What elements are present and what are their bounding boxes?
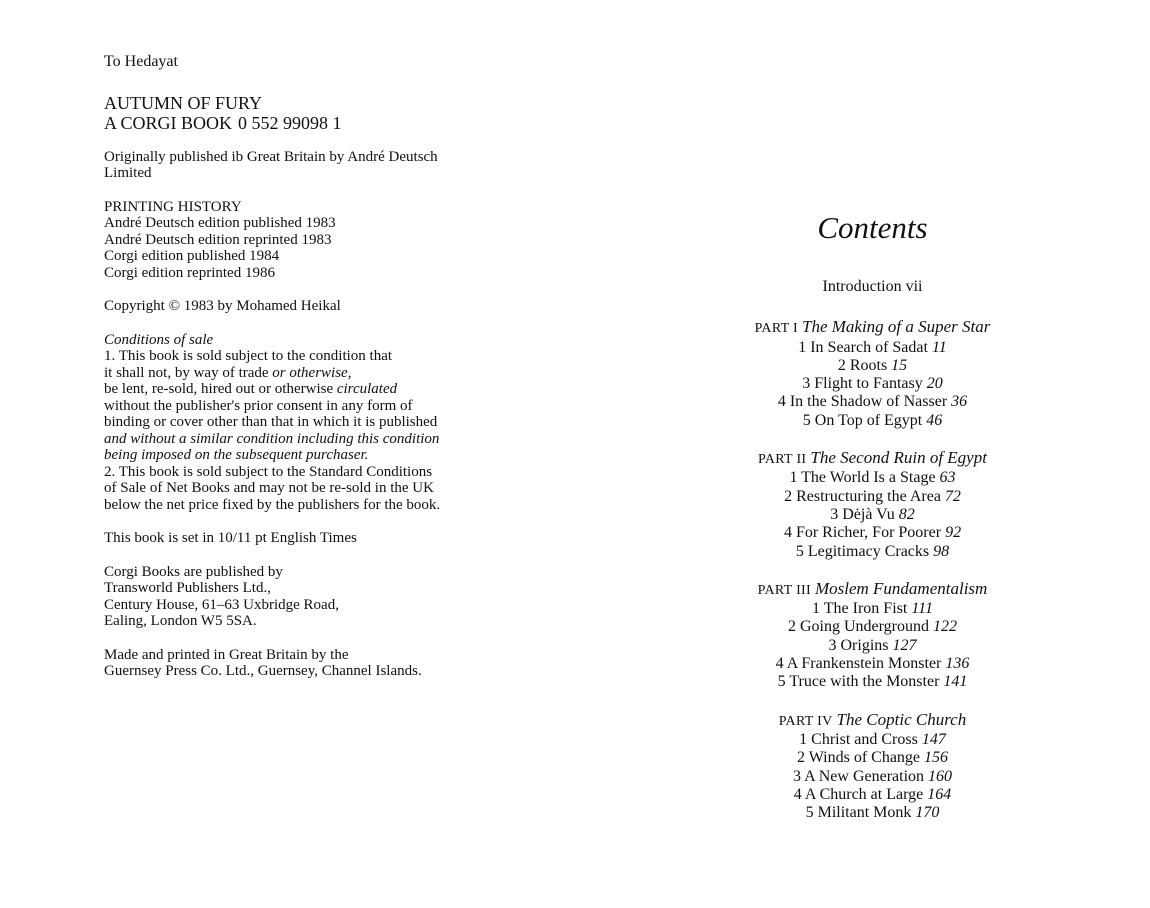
chapter-title: Militant Monk [817, 804, 912, 822]
chapter-title: Origins [840, 636, 889, 654]
printer-line: Guernsey Press Co. Ltd., Guernsey, Channel Islands. [104, 663, 422, 679]
introduction-title: Introduction [822, 278, 902, 295]
chapter-title: The World Is a Stage [801, 469, 936, 487]
conditions-heading: Conditions of sale [104, 331, 214, 348]
condition-line: below the net price fixed by the publishers for the book. [104, 496, 441, 513]
address-line: Corgi Books are published by [104, 563, 283, 580]
chapter-number: 1 [799, 730, 808, 748]
text-line: Limited [104, 165, 152, 181]
part-label: PART I [754, 321, 798, 337]
history-line: André Deutsch edition published 1983 [104, 215, 336, 231]
chapter-number: 5 [777, 673, 786, 691]
part-heading [700, 711, 1045, 731]
chapter-page: 164 [927, 785, 952, 803]
chapter-number: 3 [792, 767, 801, 785]
chapter-title: Going Underground [799, 618, 930, 636]
chapter-number: 4 [783, 524, 792, 542]
chapter-page: 127 [892, 636, 917, 654]
address-line: Transworld Publishers Ltd., [104, 580, 271, 596]
copyright-notice: Copyright © 1983 by Mohamed Heikal [104, 298, 341, 314]
condition-line: being imposed on the subsequent purchaser. [104, 447, 369, 463]
part-heading [700, 449, 1045, 469]
chapter-title: A Church at Large [804, 785, 924, 803]
chapter-entry [700, 731, 1045, 749]
chapter-title: Restructuring the Area [796, 487, 941, 505]
printer-note [104, 647, 504, 680]
part-label: PART IV [778, 713, 833, 729]
chapter-page: 46 [926, 411, 943, 429]
chapter-page: 156 [924, 749, 949, 767]
chapter-entry [700, 673, 1045, 691]
part-title: Moslem Fundamentalism [814, 578, 988, 598]
publisher-address [104, 564, 504, 630]
chapter-title: Winds of Change [808, 749, 921, 767]
condition-emphasis: or otherwise, [272, 364, 352, 381]
chapter-title: Roots [849, 356, 888, 374]
contents-part [700, 318, 1045, 430]
text-line: Originally published ib Great Britain by André Deutsch [104, 148, 438, 165]
chapter-entry [700, 543, 1045, 561]
chapter-page: 122 [933, 618, 958, 636]
address-line: Century House, 61–63 Uxbridge Road, [104, 596, 339, 613]
chapter-title: Dėjà Vu [842, 505, 895, 523]
conditions-of-sale [104, 332, 504, 514]
address-line: Ealing, London W5 5SA. [104, 613, 257, 629]
chapter-page: 72 [944, 487, 961, 505]
chapter-number: 5 [795, 542, 804, 560]
contents-title: Contents [817, 210, 928, 245]
dedication: To Hedayat [104, 53, 178, 70]
part-title: The Coptic Church [836, 709, 967, 729]
condition-line: and without a similar condition including this condition [104, 430, 440, 447]
condition-line: without the publisher's prior consent in any form of [104, 397, 413, 414]
condition-text: be lent, re-sold, hired out or otherwise [104, 381, 334, 397]
contents-part [700, 580, 1045, 692]
chapter-page: 92 [945, 524, 962, 542]
introduction-entry [700, 278, 1045, 296]
chapter-entry [700, 655, 1045, 673]
chapter-number: 3 [828, 636, 837, 654]
part-heading [700, 580, 1045, 600]
chapter-entry [700, 786, 1045, 804]
chapter-page: 15 [891, 356, 908, 374]
chapter-entry [700, 749, 1045, 767]
chapter-title: Truce with the Monster [789, 673, 940, 691]
chapter-entry [700, 618, 1045, 636]
contents-part [700, 449, 1045, 561]
part-label: PART II [758, 452, 807, 468]
chapter-number: 2 [787, 618, 796, 636]
chapter-entry [700, 804, 1045, 822]
chapter-entry [700, 637, 1045, 655]
printing-history [104, 199, 504, 282]
condition-line: of Sale of Net Books and may not be re-sold in the UK [104, 480, 434, 496]
chapter-page: 98 [933, 542, 950, 560]
chapter-page: 136 [945, 655, 970, 673]
chapter-entry [700, 488, 1045, 506]
typeset-note: This book is set in 10/11 pt English Times [104, 530, 357, 546]
chapter-page: 82 [898, 505, 915, 523]
history-line: Corgi edition reprinted 1986 [104, 264, 275, 281]
chapter-title: Legitimacy Cracks [807, 542, 930, 560]
chapter-entry [700, 469, 1045, 487]
isbn: 0 552 99098 1 [238, 112, 342, 133]
condition-line: 2. This book is sold subject to the Standard Conditions [104, 463, 433, 480]
condition-line: binding or cover other than that in which it is published [104, 414, 438, 430]
chapter-number: 4 [777, 393, 786, 411]
chapter-title: The Iron Fist [823, 600, 908, 618]
chapter-number: 2 [796, 749, 805, 767]
chapter-page: 20 [926, 375, 943, 393]
printer-line: Made and printed in Great Britain by the [104, 646, 349, 663]
condition-emphasis: circulated [336, 381, 398, 397]
chapter-entry [700, 339, 1045, 357]
copyright-page [104, 54, 504, 697]
chapter-number: 1 [789, 469, 798, 487]
chapter-number: 5 [802, 411, 811, 429]
book-title: AUTUMN OF FURY [104, 92, 263, 113]
chapter-number: 4 [793, 785, 802, 803]
contents-page [700, 208, 1045, 841]
chapter-title: Flight to Fantasy [814, 375, 923, 393]
chapter-entry [700, 357, 1045, 375]
chapter-page: 141 [943, 673, 968, 691]
history-line: André Deutsch edition reprinted 1983 [104, 231, 332, 248]
imprint-line [104, 113, 504, 133]
chapter-page: 11 [931, 338, 947, 356]
title-block [104, 93, 504, 133]
condition-line [104, 365, 504, 382]
condition-text: it shall not, by way of trade [104, 364, 269, 381]
chapter-entry [700, 506, 1045, 524]
chapter-entry [700, 375, 1045, 393]
chapter-number: 4 [775, 655, 784, 673]
chapter-number: 2 [784, 487, 793, 505]
chapter-title: Christ and Cross [811, 730, 918, 748]
part-heading [700, 318, 1045, 338]
chapter-page: 36 [951, 393, 968, 411]
part-label: PART III [757, 582, 811, 598]
chapter-number: 1 [812, 600, 821, 618]
part-title: The Making of a Super Star [801, 317, 991, 337]
chapter-title: In Search of Sadat [810, 338, 928, 356]
chapter-page: 63 [939, 469, 956, 487]
chapter-page: 111 [911, 600, 933, 618]
chapter-title: For Richer, For Poorer [795, 524, 942, 542]
chapter-title: In the Shadow of Nasser [789, 393, 948, 411]
chapter-number: 5 [805, 804, 814, 822]
condition-line: 1. This book is sold subject to the condition that [104, 348, 393, 364]
chapter-entry [700, 524, 1045, 542]
imprint: A CORGI BOOK [104, 112, 233, 133]
chapter-entry [700, 768, 1045, 786]
chapter-page: 170 [915, 804, 940, 822]
history-line: Corgi edition published 1984 [104, 248, 280, 264]
contents-parts [700, 318, 1045, 822]
original-publication [104, 149, 504, 182]
chapter-title: A New Generation [804, 767, 925, 785]
chapter-page: 160 [928, 767, 953, 785]
chapter-number: 2 [837, 356, 846, 374]
chapter-title: A Frankenstein Monster [786, 655, 942, 673]
chapter-number: 1 [798, 338, 807, 356]
chapter-entry [700, 393, 1045, 411]
chapter-number: 3 [802, 375, 811, 393]
chapter-page: 147 [921, 730, 946, 748]
printing-history-heading: PRINTING HISTORY [104, 198, 242, 215]
condition-line [104, 381, 504, 398]
part-title: The Second Ruin of Egypt [810, 448, 987, 468]
chapter-number: 3 [830, 505, 839, 523]
chapter-entry [700, 600, 1045, 618]
introduction-page: vii [905, 278, 923, 295]
contents-part [700, 711, 1045, 823]
chapter-entry [700, 412, 1045, 430]
chapter-title: On Top of Egypt [814, 411, 923, 429]
